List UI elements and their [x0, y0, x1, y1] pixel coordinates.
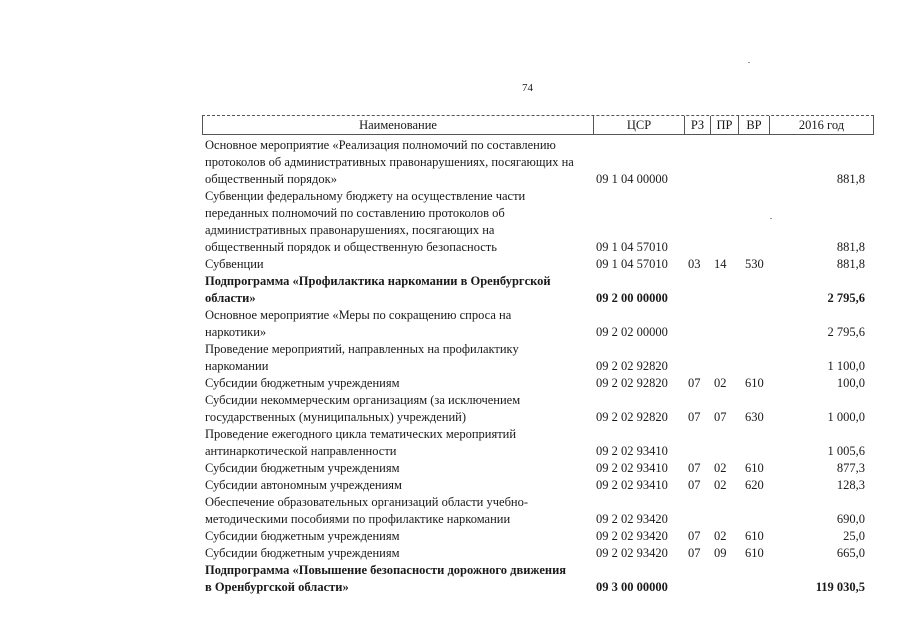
row-name-line: административных правонарушениях, посягающих на: [205, 223, 495, 237]
row-sum: 100,0: [836, 376, 865, 390]
row-name-line: в Оренбургской области»: [205, 580, 349, 594]
row-name-line: Подпрограмма «Профилактика наркомании в Оренбургской: [205, 274, 551, 288]
column-header-rz: РЗ: [690, 118, 705, 132]
row-name-line: Основное мероприятие «Реализация полномочий по составлению: [205, 138, 556, 152]
column-header-name: Наименование: [359, 118, 437, 132]
row-csr: 09 2 02 92820: [596, 376, 668, 390]
row-vr: 610: [745, 529, 764, 543]
row-name: [205, 188, 587, 256]
row-csr: 09 1 04 57010: [596, 240, 668, 254]
table-row: [0, 273, 905, 307]
row-csr: 09 3 00 00000: [596, 580, 668, 594]
row-vr: 620: [745, 478, 764, 492]
row-name-line: протоколов об административных правонарушениях, посягающих на: [205, 155, 574, 169]
row-csr: 09 2 02 00000: [596, 325, 668, 339]
table-row: [0, 392, 905, 426]
row-name-line: Субсидии бюджетным учреждениям: [205, 461, 400, 475]
row-csr: 09 2 02 93420: [596, 546, 668, 560]
row-csr: 09 2 00 00000: [596, 291, 668, 305]
row-csr: 09 2 02 93410: [596, 461, 668, 475]
row-csr: 09 2 02 93410: [596, 478, 668, 492]
row-sum: 1 100,0: [827, 359, 865, 373]
row-sum: 2 795,6: [827, 291, 865, 305]
row-name-line: общественный порядок и общественную безопасность: [205, 240, 497, 254]
row-name: [205, 494, 587, 528]
row-name: [205, 426, 587, 460]
row-pr: 07: [714, 410, 727, 424]
row-name-line: антинаркотической направленности: [205, 444, 397, 458]
row-name: [205, 137, 587, 188]
row-csr: 09 2 02 93410: [596, 444, 668, 458]
table-row: [0, 188, 905, 256]
row-name-line: Проведение мероприятий, направленных на профилактику: [205, 342, 519, 356]
row-pr: 02: [714, 529, 727, 543]
row-sum: 2 795,6: [827, 325, 865, 339]
row-name: [205, 562, 587, 596]
row-name: [205, 273, 587, 307]
row-rz: 03: [688, 257, 701, 271]
row-name: [205, 256, 587, 273]
row-name: [205, 528, 587, 545]
row-name-line: Субвенции: [205, 257, 264, 271]
table-row: [0, 460, 905, 477]
row-name: [205, 307, 587, 341]
row-name: [205, 341, 587, 375]
row-name-line: Субвенции федеральному бюджету на осуществление части: [205, 189, 526, 203]
row-sum: 881,8: [836, 240, 865, 254]
table-row: [0, 426, 905, 460]
row-csr: 09 1 04 57010: [596, 257, 668, 271]
row-name-line: методическими пособиями по профилактике наркомании: [205, 512, 511, 526]
column-header-year: 2016 год: [798, 118, 845, 132]
row-name-line: области»: [205, 291, 256, 305]
row-name: [205, 545, 587, 562]
row-sum: 1 000,0: [827, 410, 865, 424]
row-name-line: Субсидии автономным учреждениям: [205, 478, 402, 492]
row-pr: 02: [714, 376, 727, 390]
row-name-line: общественный порядок»: [205, 172, 337, 186]
table-row: [0, 256, 905, 273]
table-row: [0, 307, 905, 341]
column-header-pr: ПР: [716, 118, 733, 132]
table-row: [0, 375, 905, 392]
row-rz: 07: [688, 478, 701, 492]
row-name-line: Субсидии бюджетным учреждениям: [205, 376, 400, 390]
row-rz: 07: [688, 529, 701, 543]
table-body: [0, 137, 905, 596]
table-row: [0, 545, 905, 562]
row-name: [205, 392, 587, 426]
row-vr: 610: [745, 376, 764, 390]
row-vr: 610: [745, 461, 764, 475]
row-name-line: Проведение ежегодного цикла тематических мероприятий: [205, 427, 517, 441]
row-name-line: Обеспечение образовательных организаций области учебно-: [205, 495, 529, 509]
row-name-line: Основное мероприятие «Меры по сокращению спроса на: [205, 308, 512, 322]
row-rz: 07: [688, 461, 701, 475]
page-number: 74: [522, 82, 533, 94]
table-row: [0, 494, 905, 528]
row-sum: 877,3: [836, 461, 865, 475]
column-header-csr: ЦСР: [626, 118, 652, 132]
scan-speck: [748, 62, 750, 63]
row-sum: 881,8: [836, 257, 865, 271]
row-rz: 07: [688, 376, 701, 390]
row-name: [205, 375, 587, 392]
row-name-line: наркомании: [205, 359, 269, 373]
row-vr: 530: [745, 257, 764, 271]
row-name-line: государственных (муниципальных) учреждений): [205, 410, 467, 424]
row-pr: 09: [714, 546, 727, 560]
table-row: [0, 137, 905, 188]
row-rz: 07: [688, 546, 701, 560]
row-name: [205, 460, 587, 477]
row-sum: 25,0: [843, 529, 865, 543]
row-name-line: наркотики»: [205, 325, 267, 339]
row-sum: 881,8: [836, 172, 865, 186]
row-pr: 14: [714, 257, 727, 271]
row-pr: 02: [714, 478, 727, 492]
column-header-vr: ВР: [746, 118, 762, 132]
row-csr: 09 2 02 93420: [596, 529, 668, 543]
row-name: [205, 477, 587, 494]
row-name-line: Подпрограмма «Повышение безопасности дорожного движения: [205, 563, 567, 577]
row-name-line: переданных полномочий по составлению протоколов об: [205, 206, 505, 220]
row-csr: 09 1 04 00000: [596, 172, 668, 186]
row-name-line: Субсидии бюджетным учреждениям: [205, 546, 400, 560]
row-csr: 09 2 02 93420: [596, 512, 668, 526]
row-vr: 630: [745, 410, 764, 424]
row-pr: 02: [714, 461, 727, 475]
row-name-line: Субсидии некоммерческим организациям (за исключением: [205, 393, 521, 407]
table-row: [0, 528, 905, 545]
row-sum: 128,3: [836, 478, 865, 492]
table-row: [0, 341, 905, 375]
table-row: [0, 477, 905, 494]
table-row: [0, 562, 905, 596]
row-vr: 610: [745, 546, 764, 560]
row-csr: 09 2 02 92820: [596, 359, 668, 373]
row-sum: 690,0: [836, 512, 865, 526]
row-csr: 09 2 02 92820: [596, 410, 668, 424]
row-name-line: Субсидии бюджетным учреждениям: [205, 529, 400, 543]
table-header: [202, 115, 874, 135]
row-sum: 1 005,6: [827, 444, 865, 458]
row-sum: 665,0: [836, 546, 865, 560]
row-sum: 119 030,5: [815, 580, 865, 594]
row-rz: 07: [688, 410, 701, 424]
